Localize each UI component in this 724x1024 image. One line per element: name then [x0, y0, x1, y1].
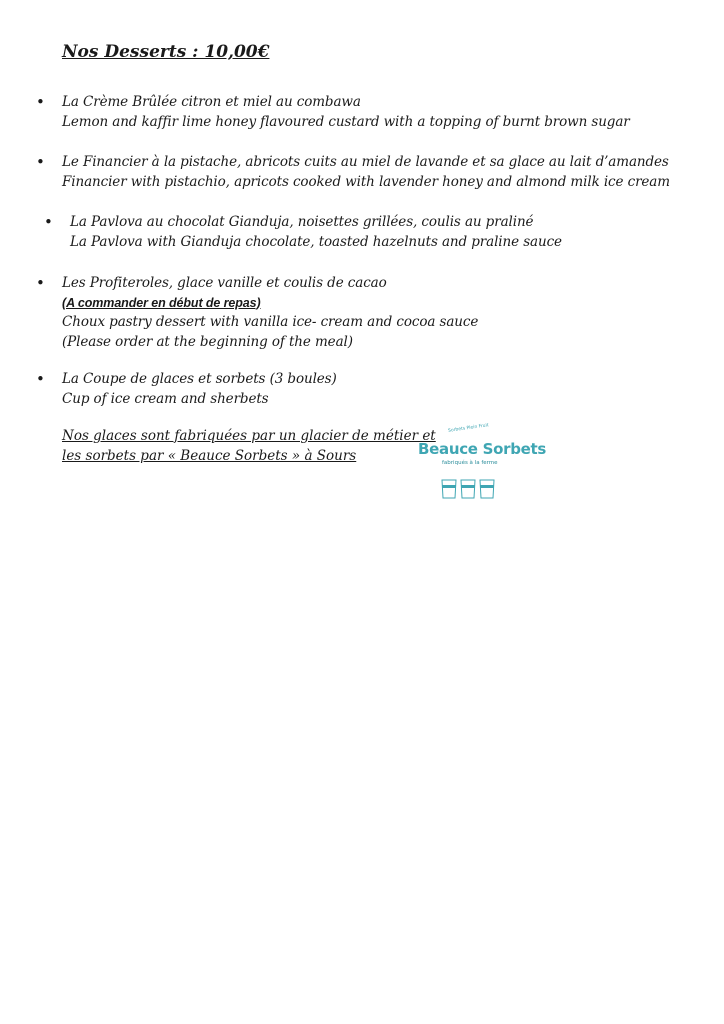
dessert-name-fr: Le Financier à la pistache, abricots cuits au miel de lavande et sa glace au lait d’amandes — [62, 154, 669, 170]
bullet-icon: • — [36, 370, 45, 388]
dessert-desc-en: Financier with pistachio, apricots cooked with lavender honey and almond milk ice cream — [62, 173, 670, 190]
beauce-sorbets-logo — [412, 418, 547, 504]
bullet-icon: • — [44, 213, 53, 231]
dessert-name-fr: La Coupe de glaces et sorbets (3 boules) — [62, 371, 337, 387]
logo-brand: Beauce Sorbets — [418, 440, 547, 458]
dessert-desc-en: Cup of ice cream and sherbets — [62, 390, 269, 407]
bullet-icon: • — [36, 274, 45, 292]
footer-note-line-1: Nos glaces sont fabriquées par un glacier de métier et — [62, 428, 436, 444]
dessert-name-fr: Les Profiteroles, glace vanille et coulis de cacao — [62, 275, 387, 291]
menu-title: Nos Desserts : 10,00€ — [62, 42, 270, 62]
dessert-desc-en: Lemon and kaffir lime honey flavoured custard with a topping of burnt brown sugar — [62, 113, 630, 130]
order-note: (A commander en début de repas) — [62, 295, 261, 310]
dessert-name-fr: La Pavlova au chocolat Gianduja, noisettes grillées, coulis au praliné — [70, 214, 534, 230]
dessert-desc-en: (Please order at the beginning of the meal) — [62, 333, 353, 350]
dessert-name-fr: La Crème Brûlée citron et miel au combawa — [62, 94, 361, 110]
bullet-icon: • — [36, 93, 45, 111]
logo-tagline: Sorbets Plein Fruit — [447, 423, 490, 434]
bullet-icon: • — [36, 153, 45, 171]
footer-note-line-2: les sorbets par « Beauce Sorbets » à Sours — [62, 448, 357, 464]
logo-subtitle: fabriqués à la ferme — [442, 460, 498, 466]
sorbet-cups-icon — [438, 476, 498, 500]
dessert-desc-en: Choux pastry dessert with vanilla ice- cream and cocoa sauce — [62, 314, 479, 330]
dessert-desc-en: La Pavlova with Gianduja chocolate, toasted hazelnuts and praline sauce — [70, 233, 562, 250]
